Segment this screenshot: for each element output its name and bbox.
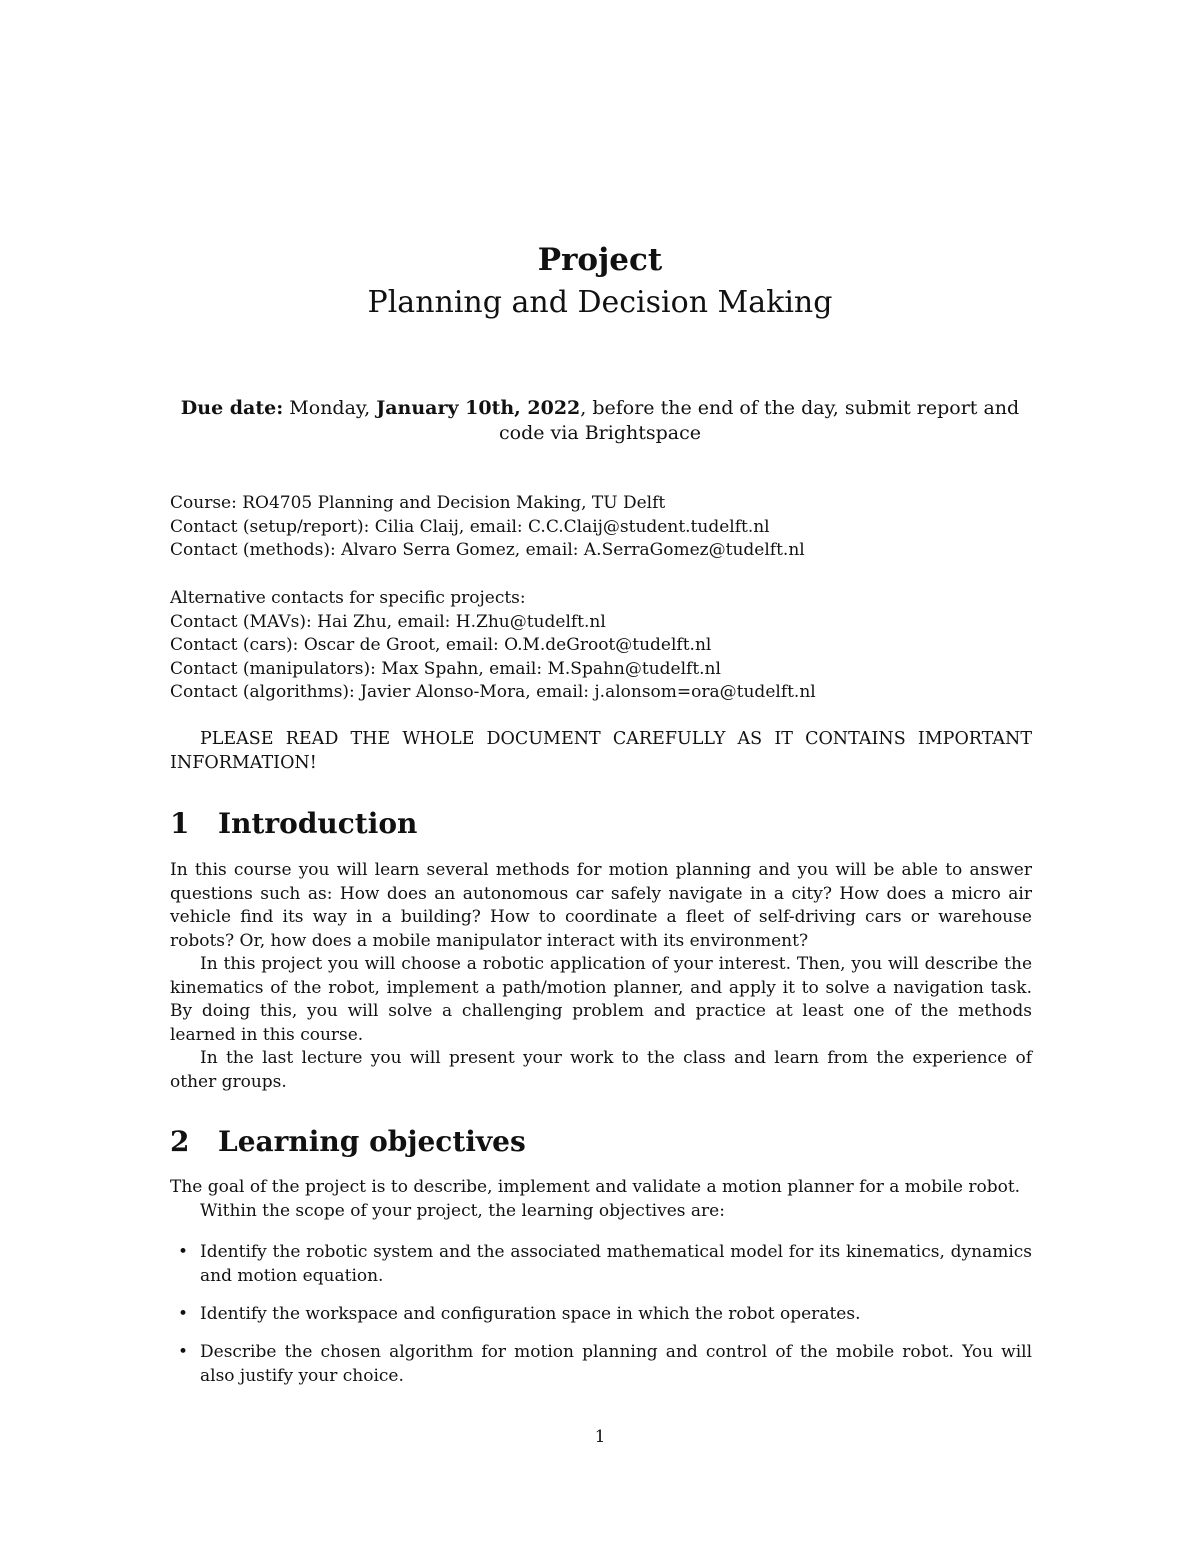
course-line: Course: RO4705 Planning and Decision Making, TU Delft [170,493,666,513]
section-number: 2 [170,1125,190,1158]
section-title: Introduction [218,807,418,840]
section-heading-learning-objectives [170,1124,526,1160]
document-title: Project [537,242,663,278]
paragraph: Within the scope of your project, the learning objectives are: [200,1200,725,1221]
list-item [170,1340,1032,1388]
due-date-label: Due date: [180,397,284,419]
section-heading-introduction [170,806,417,842]
alternative-contacts-block [170,587,1032,705]
learning-objectives-list [170,1240,1032,1402]
document-subtitle: Planning and Decision Making [367,285,833,320]
paragraph: In this course you will learn several methods for motion planning and you will be able to answer questions such as: How does an autonomous car safely navigate in a city? How does a micro air vehicle find its way in a building? How to coordinate a fleet of self-driving cars or warehouse robots? Or, how does a mobile manipulator interact with its environment? [170,860,1032,951]
section-title: Learning objectives [218,1125,526,1158]
bullet-icon: • [178,1304,189,1324]
bullet-icon: • [178,1242,189,1262]
contacts-block [170,492,1032,563]
due-date-weekday: Monday, [289,397,371,419]
contact-setup-line: Contact (setup/report): Cilia Claij, email: C.C.Claij@student.tudelft.nl [170,516,770,537]
paragraph: The goal of the project is to describe, implement and validate a motion planner for a mobile robot. [170,1177,1021,1197]
paragraph: In the last lecture you will present your work to the class and learn from the experience of other groups. [170,1048,1032,1092]
introduction-body [170,859,1032,1094]
bullet-icon: • [178,1342,189,1362]
contact-methods-line: Contact (methods): Alvaro Serra Gomez, email: A.SerraGomez@tudelft.nl [170,540,805,560]
alternative-contacts-heading: Alternative contacts for specific projects: [170,588,526,608]
list-item-text: Identify the workspace and configuration space in which the robot operates. [200,1304,861,1324]
paragraph: In this project you will choose a robotic application of your interest. Then, you will describe the kinematics of the robot, implement a path/motion planner, and apply it to solve a navigation task. By doing this, you will solve a challenging problem and practice at least one of the methods learned in this course. [170,954,1032,1045]
list-item [170,1240,1032,1288]
important-notice: PLEASE READ THE WHOLE DOCUMENT CAREFULLY AS IT CONTAINS IMPORTANT INFORMATION! [170,729,1032,773]
contact-manipulators-line: Contact (manipulators): Max Spahn, email: M.Spahn@tudelft.nl [170,658,721,679]
contact-mavs-line: Contact (MAVs): Hai Zhu, email: H.Zhu@tudelft.nl [170,611,606,632]
list-item [170,1302,1032,1326]
section-number: 1 [170,807,190,840]
due-date-line [168,396,1032,446]
due-date-rest: , before the end of the day, submit report and code via Brightspace [499,397,1020,444]
learning-objectives-body [170,1176,1032,1223]
contact-algorithms-line: Contact (algorithms): Javier Alonso-Mora, email: j.alonsom=ora@tudelft.nl [170,682,816,702]
due-date-value: January 10th, 2022 [376,397,581,419]
contact-cars-line: Contact (cars): Oscar de Groot, email: O.M.deGroot@tudelft.nl [170,635,712,655]
page-number: 1 [594,1427,606,1447]
list-item-text: Identify the robotic system and the associated mathematical model for its kinematics, dynamics and motion equation. [200,1242,1032,1286]
list-item-text: Describe the chosen algorithm for motion planning and control of the mobile robot. You will also justify your choice. [200,1342,1032,1386]
